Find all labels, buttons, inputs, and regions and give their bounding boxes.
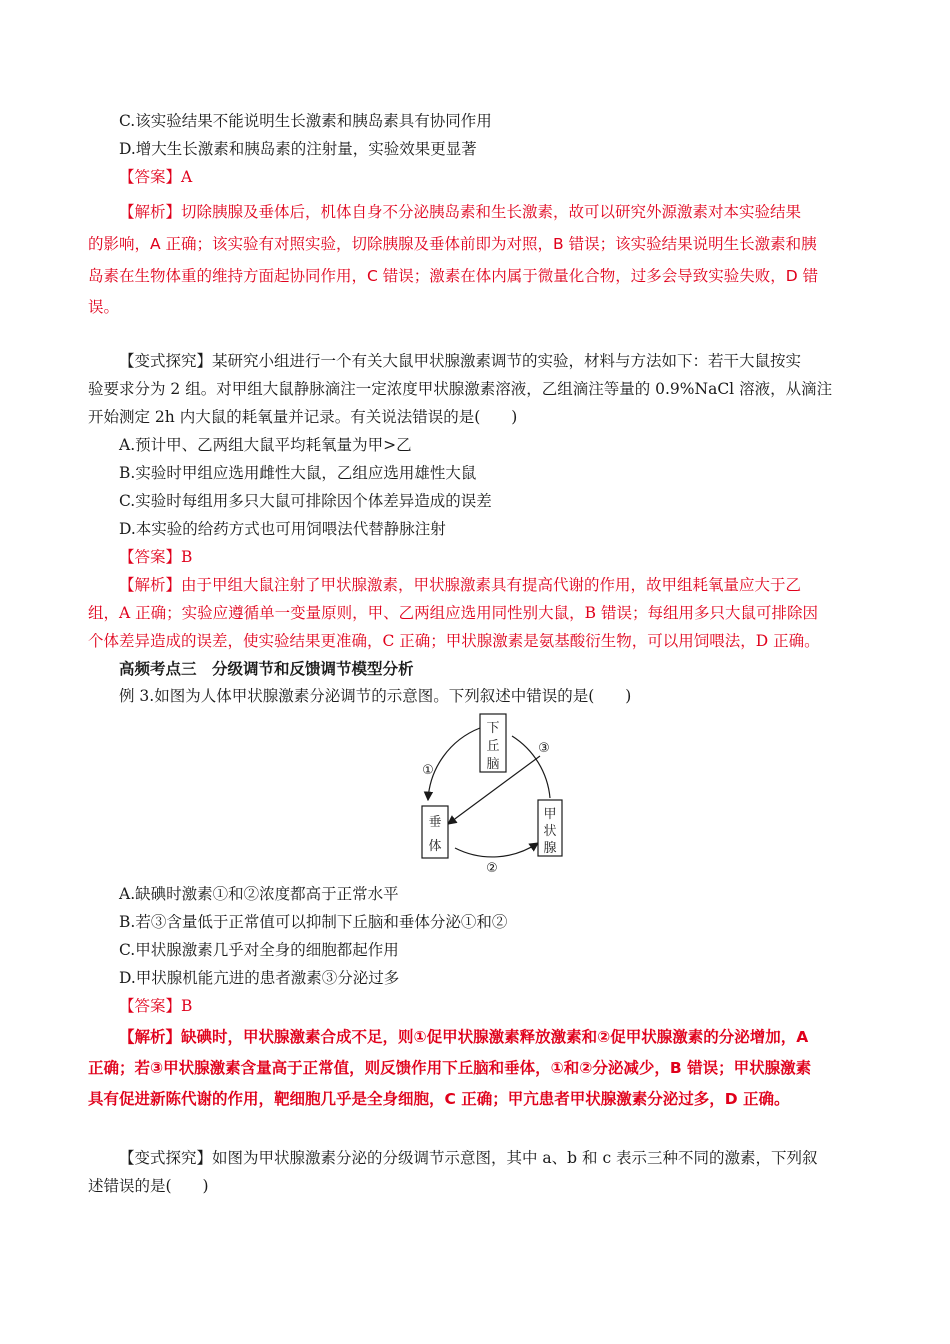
analysis-line: 岛素在生物体重的维持方面起协同作用，C 错误；激素在体内属于微量化合物，过多会导致实验失败，D 错: [88, 267, 819, 285]
label-3: ③: [538, 741, 550, 756]
option-b: B.实验时甲组应选用雌性大鼠，乙组应选用雄性大鼠: [119, 464, 477, 482]
section-title: 高频考点三 分级调节和反馈调节模型分析: [119, 660, 414, 678]
analysis-line: 【解析】缺碘时，甲状腺激素合成不足，则①促甲状腺激素释放激素和②促甲状腺激素的分泌增加，A: [119, 1028, 809, 1046]
label-2: ②: [486, 861, 498, 876]
analysis-line: 正确；若③甲状腺激素含量高于正常值，则反馈作用下丘脑和垂体，①和②分泌减少，B 错误；甲状腺激素: [88, 1059, 812, 1077]
answer-label: 【答案】A: [119, 168, 193, 186]
option-b: B.若③含量低于正常值可以抑制下丘脑和垂体分泌①和②: [119, 913, 508, 931]
variant-stem-line: 开始测定 2h 内大鼠的耗氧量并记录。有关说法错误的是( ): [88, 408, 518, 426]
option-d: D.甲状腺机能亢进的患者激素③分泌过多: [119, 969, 400, 987]
answer-label: 【答案】B: [119, 548, 193, 566]
thyroid-regulation-diagram: [400, 708, 580, 888]
analysis-line: 个体差异造成的误差，使实验结果更准确，C 正确；甲状腺激素是氨基酸衍生物，可以用饲喂法，D 正确。: [88, 632, 820, 650]
variant-stem-line: 【变式探究】如图为甲状腺激素分泌的分级调节示意图，其中 a、b 和 c 表示三种不同的激素，下列叙: [119, 1149, 818, 1167]
analysis-line: 具有促进新陈代谢的作用，靶细胞几乎是全身细胞，C 正确；甲亢患者甲状腺激素分泌过多，D 正确。: [88, 1090, 790, 1108]
option-a: A.预计甲、乙两组大鼠平均耗氧量为甲>乙: [119, 436, 412, 454]
analysis-line: 【解析】切除胰腺及垂体后，机体自身不分泌胰岛素和生长激素，故可以研究外源激素对本实验结果: [119, 203, 802, 221]
answer-label: 【答案】B: [119, 997, 193, 1015]
hypothalamus-char: 丘: [486, 739, 500, 754]
hypothalamus-char: 下: [486, 721, 500, 736]
analysis-line: 组，A 正确；实验应遵循单一变量原则，甲、乙两组应选用同性别大鼠，B 错误；每组用多只大鼠可排除因: [88, 604, 818, 622]
pituitary-char: 垂: [428, 815, 442, 830]
variant-stem-line: 验要求分为 2 组。对甲组大鼠静脉滴注一定浓度甲状腺激素溶液，乙组滴注等量的 0.9%NaCl 溶液，从滴注: [88, 380, 833, 398]
thyroid-char: 甲: [543, 807, 557, 822]
thyroid-char: 腺: [543, 841, 557, 856]
label-1: ①: [422, 763, 434, 778]
example-stem: 例 3.如图为人体甲状腺激素分泌调节的示意图。下列叙述中错误的是( ): [119, 687, 632, 705]
hypothalamus-char: 脑: [486, 757, 500, 772]
thyroid-char: 状: [543, 824, 557, 839]
option-d: D.增大生长激素和胰岛素的注射量，实验效果更显著: [119, 140, 477, 158]
analysis-line: 【解析】由于甲组大鼠注射了甲状腺激素，甲状腺激素具有提高代谢的作用，故甲组耗氧量应大于乙: [119, 576, 802, 594]
variant-stem-line: 【变式探究】某研究小组进行一个有关大鼠甲状腺激素调节的实验，材料与方法如下：若干大鼠按实: [119, 352, 802, 370]
option-d: D.本实验的给药方式也可用饲喂法代替静脉注射: [119, 520, 446, 538]
analysis-line: 误。: [88, 298, 120, 316]
arc-hypothalamus-to-pituitary: [428, 728, 480, 800]
option-c: C.实验时每组用多只大鼠可排除因个体差异造成的误差: [119, 492, 492, 510]
arc-pituitary-to-thyroid: [455, 843, 538, 857]
analysis-line: 的影响，A 正确；该实验有对照实验，切除胰腺及垂体前即为对照，B 错误；该实验结果说明生长激素和胰: [88, 235, 817, 253]
option-c: C.甲状腺激素几乎对全身的细胞都起作用: [119, 941, 399, 959]
diagram-svg: [400, 708, 580, 888]
pituitary-char: 体: [428, 839, 442, 854]
option-c: C.该实验结果不能说明生长激素和胰岛素具有协同作用: [119, 112, 492, 130]
variant-stem-line: 述错误的是( ): [88, 1177, 209, 1195]
option-a: A.缺碘时激素①和②浓度都高于正常水平: [119, 885, 399, 903]
